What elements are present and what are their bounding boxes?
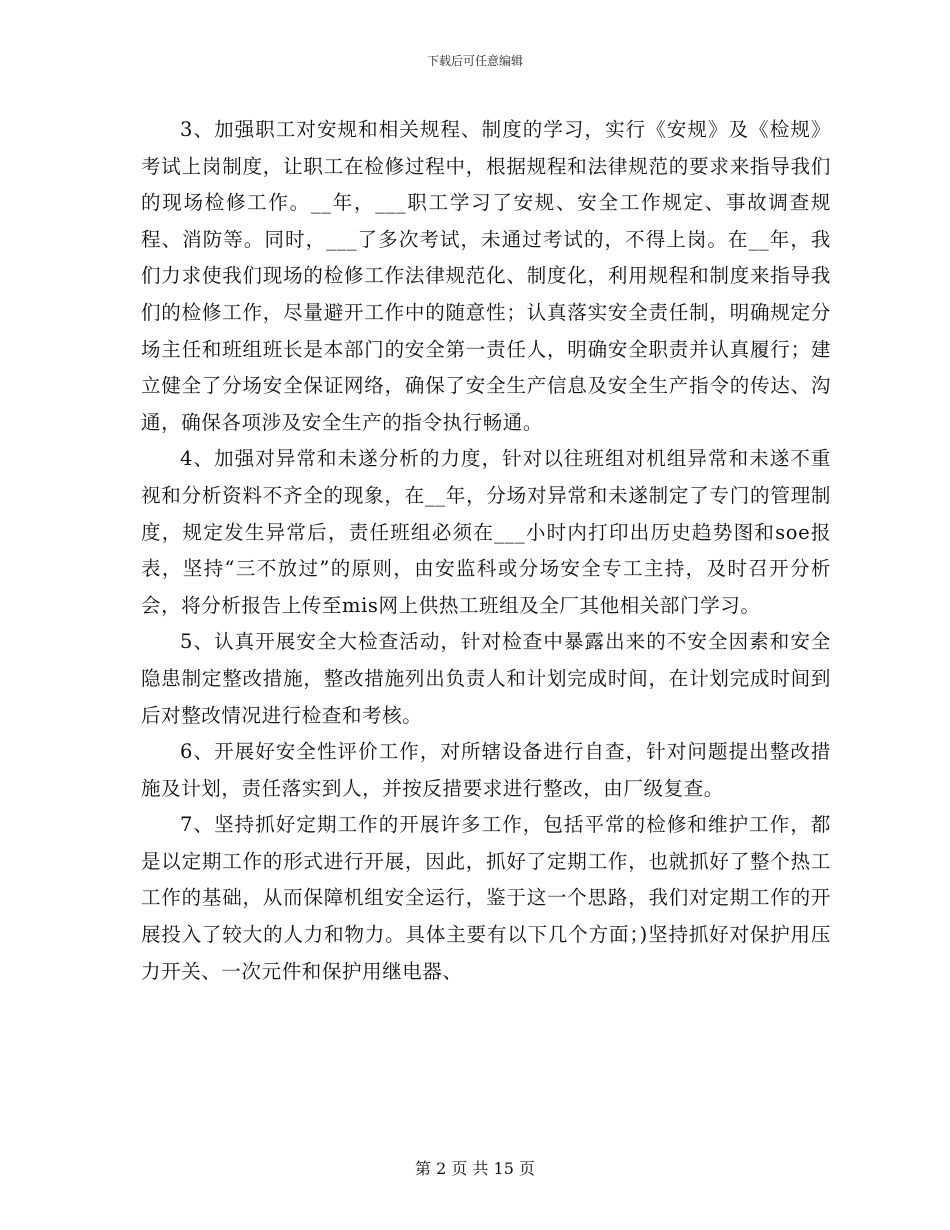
- paragraph-item-6: 6、开展好安全性评价工作，对所辖设备进行自查，针对问题提出整改措施及计划，责任落实到人，并按反措要求进行整改，由厂级复查。: [141, 740, 831, 800]
- page-header: 下载后可任意编辑: [426, 54, 523, 68]
- paragraph-item-4: 4、加强对异常和未遂分析的力度，针对以往班组对机组异常和未遂不重视和分析资料不齐全的现象，在__年，分场对异常和未遂制定了专门的管理制度，规定发生异常后，责任班组必须在___小时内打印出历史趋势图和soe报表，坚持“三不放过”的原则，由安监科或分场安全专工主持，及时召开分析会，将分析报告上传至mis网上供热工班组及全厂其他相关部门学习。: [141, 447, 831, 617]
- page-number-footer: 第 2 页 共 15 页: [415, 1159, 535, 1178]
- paragraph-item-7: 7、坚持抓好定期工作的开展许多工作，包括平常的检修和维护工作，都是以定期工作的形式进行开展，因此，抓好了定期工作，也就抓好了整个热工工作的基础，从而保障机组安全运行，鉴于这一个思路，我们对定期工作的开展投入了较大的人力和物力。具体主要有以下几个方面；)坚持抓好对保护用压力开关、一次元件和保护用继电器、: [141, 813, 831, 983]
- paragraph-item-3: 3、加强职工对安规和相关规程、制度的学习，实行《安规》及《检规》考试上岗制度，让职工在检修过程中，根据规程和法律规范的要求来指导我们的现场检修工作。__年，___职工学习了安规、安全工作规定、事故调查规程、消防等。同时，___了多次考试，未通过考试的，不得上岗。在__年，我们力求使我们现场的检修工作法律规范化、制度化，利用规程和制度来指导我们的检修工作，尽量避开工作中的随意性；认真落实安全责任制，明确规定分场主任和班组班长是本部门的安全第一责任人，明确安全职责并认真履行；建立健全了分场安全保证网络，确保了安全生产信息及安全生产指令的传达、沟通，确保各项涉及安全生产的指令执行畅通。: [141, 118, 831, 434]
- document-body: [141, 112, 831, 990]
- paragraph-item-5: 5、认真开展安全大检查活动，针对检查中暴露出来的不安全因素和安全隐患制定整改措施，整改措施列出负责人和计划完成时间，在计划完成时间到后对整改情况进行检查和考核。: [141, 630, 831, 727]
